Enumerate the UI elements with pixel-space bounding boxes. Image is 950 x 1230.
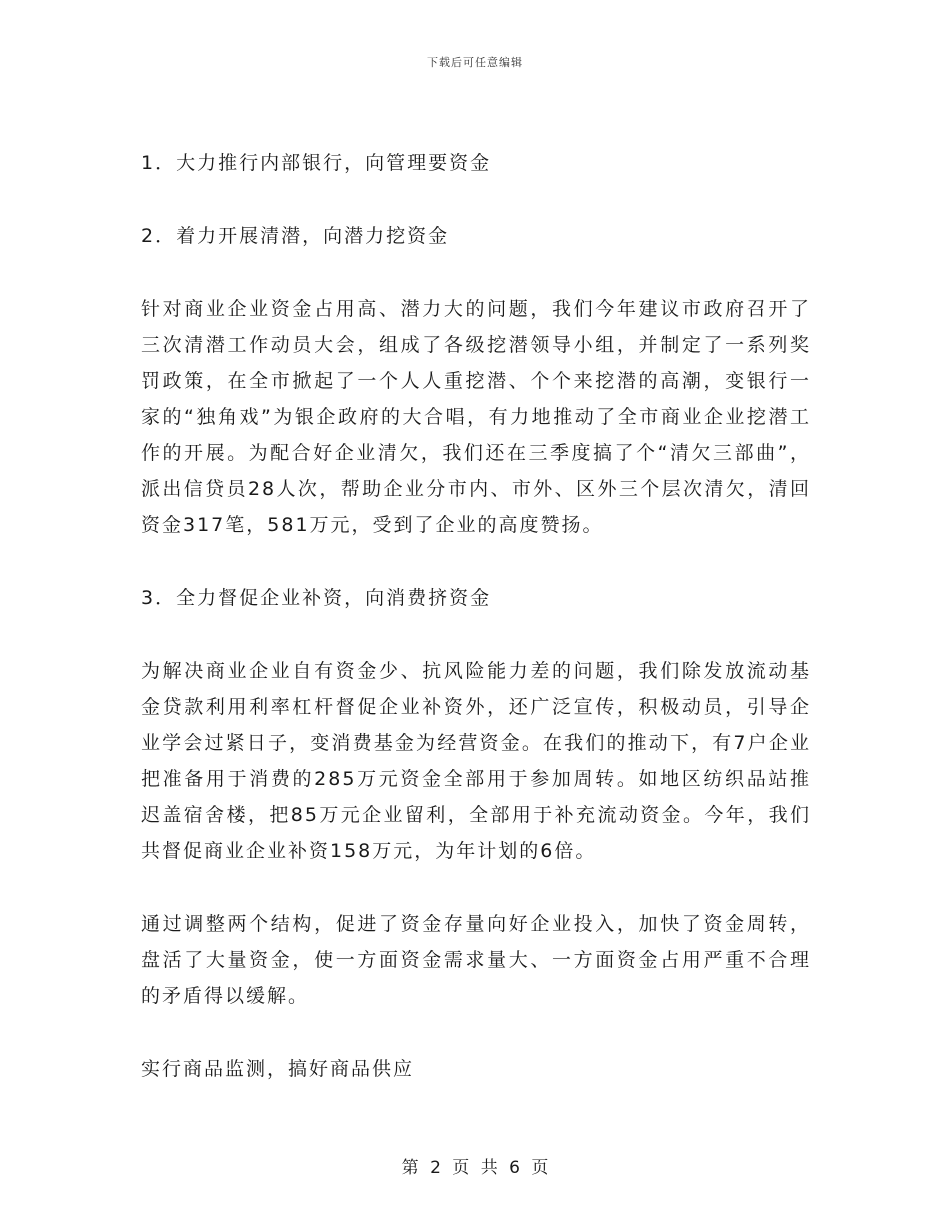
header-note: 下载后可任意编辑: [427, 56, 523, 69]
paragraph-clearing-debts: 针对商业企业资金占用高、潜力大的问题，我们今年建议市政府召开了三次清潜工作动员大会，组成了各级挖潜领导小组，并制定了一系列奖罚政策，在全市掀起了一个人人重挖潜、个个来挖潜的高潮，变银行一家的“独角戏”为银企政府的大合唱，有力地推动了全市商业企业挖潜工作的开展。为配合好企业清欠，我们还在三季度搞了个“清欠三部曲”，派出信贷员28人次，帮助企业分市内、市外、区外三个层次清欠，清回资金317笔，581万元，受到了企业的高度赞扬。: [141, 298, 811, 536]
footer-total-label: 页: [531, 1158, 549, 1178]
section-heading-1: 1．大力推行内部银行，向管理要资金: [141, 152, 492, 174]
page-footer: [0, 1153, 950, 1178]
footer-prefix: 第: [401, 1158, 419, 1178]
footer-page-label: 页: [452, 1158, 470, 1178]
footer-current-page: 2: [430, 1158, 441, 1178]
section-heading-commodity-monitoring: 实行商品监测，搞好商品供应: [141, 1058, 415, 1080]
section-heading-2: 2．着力开展清潜，向潜力挖资金: [141, 225, 450, 247]
footer-total-prefix: 共: [480, 1158, 498, 1178]
paragraph-summary: 通过调整两个结构，促进了资金存量向好企业投入，加快了资金周转，盘活了大量资金，使一方面资金需求量大、一方面资金占用严重不合理的矛盾得以缓解。: [141, 913, 811, 1007]
footer-total-pages: 6: [509, 1158, 520, 1178]
paragraph-capital-supplement: 为解决商业企业自有资金少、抗风险能力差的问题，我们除发放流动基金贷款利用利率杠杆督促企业补资外，还广泛宣传，积极动员，引导企业学会过紧日子，变消费基金为经营资金。在我们的推动下，有7户企业把准备用于消费的285万元资金全部用于参加周转。如地区纺织品站推迟盖宿舍楼，把85万元企业留利，全部用于补充流动资金。今年，我们共督促商业企业补资158万元，为年计划的6倍。: [141, 660, 811, 862]
section-heading-3: 3．全力督促企业补资，向消费挤资金: [141, 587, 492, 609]
document-body: [141, 145, 811, 1124]
